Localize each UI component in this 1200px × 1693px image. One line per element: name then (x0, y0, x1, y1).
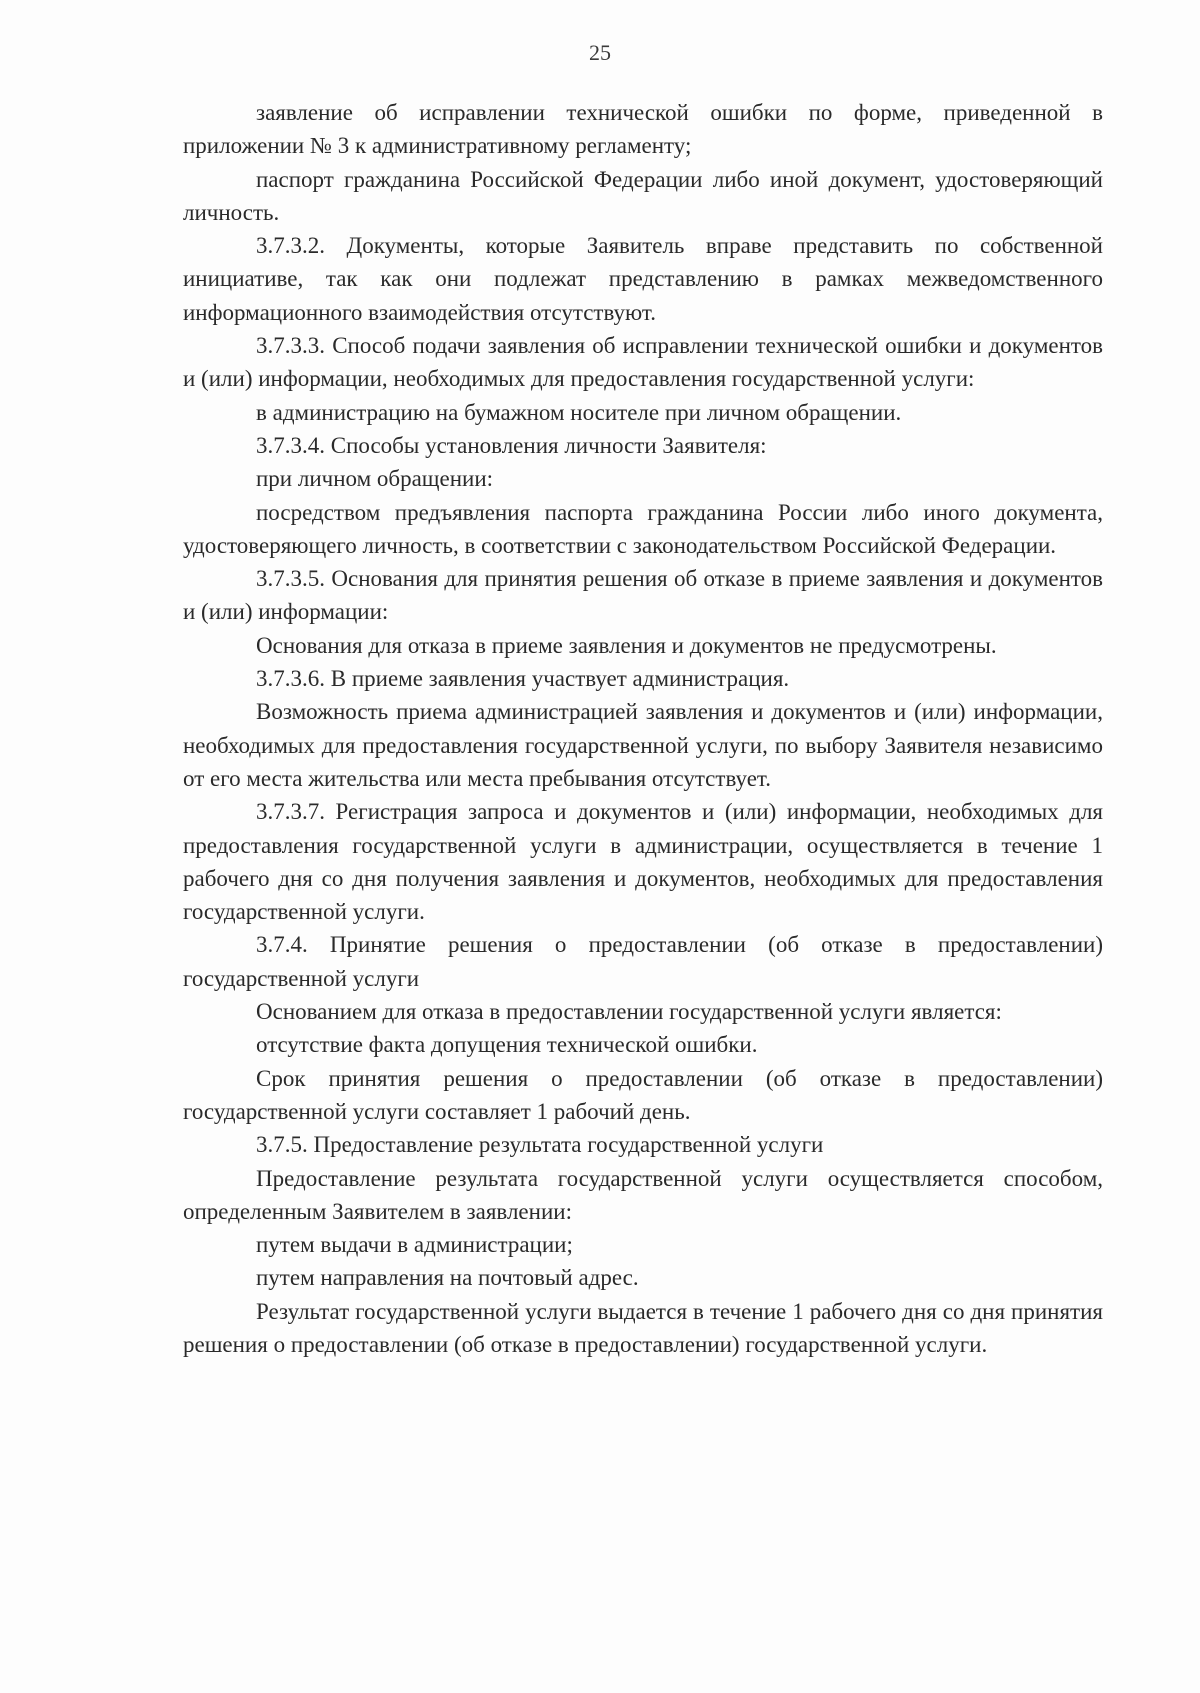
page-number: 25 (589, 40, 611, 65)
paragraph: 3.7.3.4. Способы установления личности Заявителя: (256, 432, 767, 458)
paragraph: заявление об исправлении технической ошибки по форме, приведенной в приложении № 3 к административному регламенту; (183, 100, 1103, 159)
paragraph: посредством предъявления паспорта гражданина России либо иного документа, удостоверяющего личность, в соответствии с законодательством Российской Федерации. (183, 499, 1103, 558)
paragraph: путем выдачи в администрации; (256, 1232, 573, 1258)
paragraph: 3.7.5. Предоставление результата государственной услуги (256, 1132, 824, 1158)
paragraph: при личном обращении: (256, 466, 494, 492)
paragraph: 3.7.3.7. Регистрация запроса и документов и (или) информации, необходимых для предоставления государственной услуги в администрации, осуществляется в течение 1 рабочего дня со дня получения заявления и документов, необходимых для предоставления государственной услуги. (183, 799, 1103, 925)
paragraph: отсутствие факта допущения технической ошибки. (256, 1032, 758, 1058)
paragraph: 3.7.3.2. Документы, которые Заявитель вправе представить по собственной инициативе, так как они подлежат представлению в рамках межведомственного информационного взаимодействия отсутствуют. (183, 233, 1103, 325)
paragraph: Предоставление результата государственной услуги осуществляется способом, определенным Заявителем в заявлении: (183, 1165, 1103, 1224)
document-body (183, 96, 1103, 1361)
paragraph: Срок принятия решения о предоставлении (об отказе в предоставлении) государственной услуги составляет 1 рабочий день. (183, 1065, 1103, 1124)
paragraph: 3.7.4. Принятие решения о предоставлении (об отказе в предоставлении) государственной услуги (183, 932, 1103, 991)
paragraph: Основанием для отказа в предоставлении государственной услуги является: (256, 999, 1002, 1025)
paragraph: паспорт гражданина Российской Федерации либо иной документ, удостоверяющий личность. (183, 166, 1103, 225)
paragraph: 3.7.3.5. Основания для принятия решения об отказе в приеме заявления и документов и (или) информации: (183, 566, 1103, 625)
paragraph: 3.7.3.6. В приеме заявления участвует администрация. (256, 666, 790, 692)
paragraph: 3.7.3.3. Способ подачи заявления об исправлении технической ошибки и документов и (или) информации, необходимых для предоставления государственной услуги: (183, 333, 1103, 392)
paragraph: Результат государственной услуги выдается в течение 1 рабочего дня со дня принятия решения о предоставлении (об отказе в предоставлении) государственной услуги. (183, 1298, 1103, 1357)
paragraph: путем направления на почтовый адрес. (256, 1265, 639, 1291)
paragraph: в администрацию на бумажном носителе при личном обращении. (256, 399, 902, 425)
paragraph: Основания для отказа в приеме заявления и документов не предусмотрены. (256, 632, 997, 658)
paragraph: Возможность приема администрацией заявления и документов и (или) информации, необходимых для предоставления государственной услуги, по выбору Заявителя независимо от его места жительства или места пребывания отсутствует. (183, 699, 1103, 791)
